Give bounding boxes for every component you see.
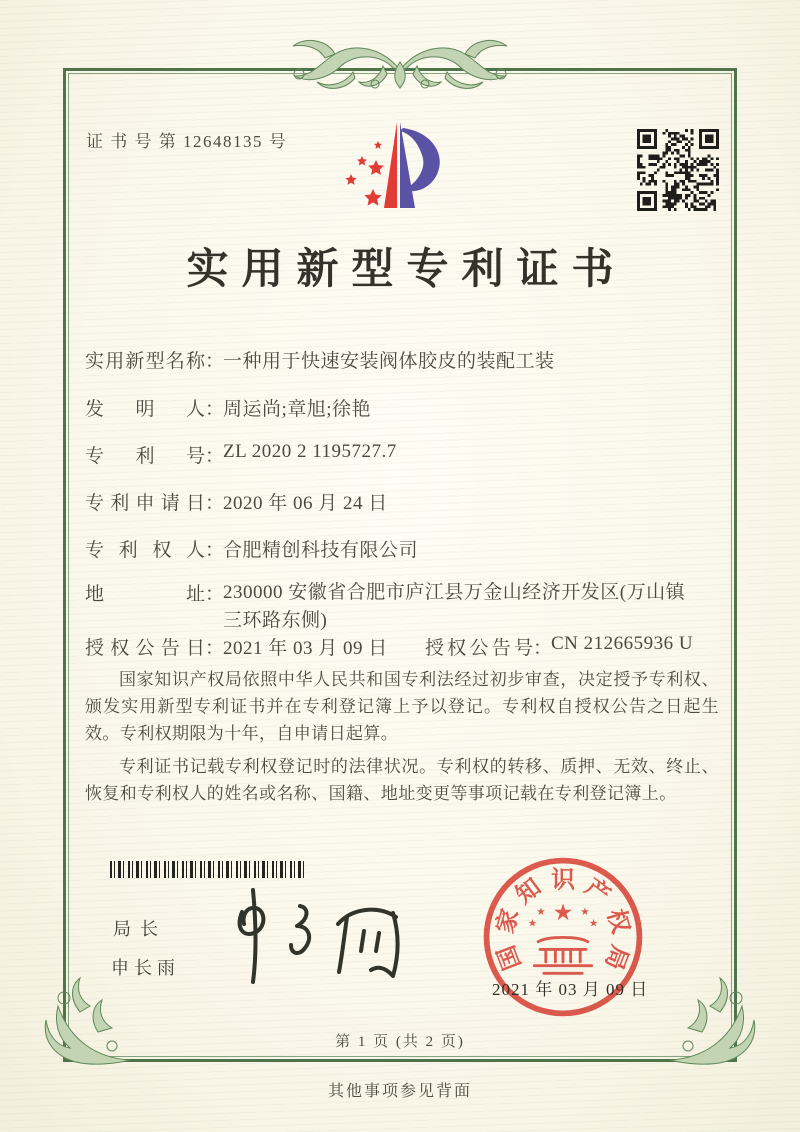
field-label: 专利号 — [85, 446, 205, 467]
bottom-right-flourish-ornament-icon — [664, 976, 760, 1072]
utility-model-name-value: 一种用于快速安装阀体胶皮的装配工装 — [223, 351, 555, 372]
patent-number-value: ZL 2020 2 1195727.7 — [223, 441, 397, 462]
field-label: 发明人 — [85, 399, 205, 420]
legal-text-block — [85, 666, 719, 813]
certificate-title: 实用新型专利证书 — [186, 247, 627, 293]
field-row-patentee: 专利权人：合肥精创科技有限公司 — [85, 535, 418, 562]
field-label: 专利申请日 — [85, 493, 205, 514]
seal-char: 产 — [579, 874, 615, 910]
director-signature-icon — [212, 882, 417, 992]
field-row-inventors: 发明人：周运尚;章旭;徐艳 — [85, 394, 371, 421]
seal-char: 知 — [511, 874, 547, 910]
address-value: 230000 安徽省合肥市庐江县万金山经济开发区(万山镇三环路东侧) — [223, 582, 686, 631]
field-label: 实用新型名称 — [85, 351, 205, 372]
seal-national-emblem-icon — [528, 900, 599, 930]
bottom-left-flourish-ornament-icon — [40, 976, 136, 1072]
patentee-value: 合肥精创科技有限公司 — [223, 540, 419, 561]
inventors-value: 周运尚;章旭;徐艳 — [223, 399, 372, 420]
field-label: 地址 — [85, 584, 205, 605]
qr-code — [637, 129, 719, 211]
grant-number-value: CN 212665936 U — [551, 633, 694, 654]
field-row-patent-number: 专利号：ZL 2020 2 1195727.7 — [85, 441, 397, 467]
field-label: 授权公告日 — [85, 638, 205, 659]
page-number: 第 1 页 (共 2 页) — [335, 1034, 465, 1050]
field-row-utility-model-name: 实用新型名称：一种用于快速安装阀体胶皮的装配工装 — [85, 346, 555, 373]
field-label: 专利权人 — [85, 540, 205, 561]
seal-char: 家 — [492, 906, 525, 937]
field-row-address: 地址：230000 安徽省合肥市庐江县万金山经济开发区(万山镇三环路东侧) — [85, 579, 701, 635]
legal-paragraph-1: 国家知识产权局依照中华人民共和国专利法经过初步审查，决定授予专利权、颁发实用新型专利证书并在专利登记簿上予以登记。专利权自授权公告之日起生效。专利权期限为十年，自申请日起算。 — [85, 670, 719, 743]
signer-title: 局长 — [113, 919, 167, 939]
filing-date-value: 2020 年 06 月 24 日 — [223, 493, 388, 514]
field-row-filing-date: 专利申请日：2020 年 06 月 24 日 — [85, 488, 388, 515]
top-flourish-ornament-icon — [283, 26, 517, 98]
seal-char: 国 — [493, 941, 527, 974]
svg-text:★: ★ — [580, 906, 590, 919]
svg-text:★: ★ — [552, 899, 574, 926]
cnipa-logo-icon — [342, 116, 458, 220]
grant-number-pair: 授权公告号：CN 212665936 U — [425, 633, 694, 659]
seal-date: 2021 年 03 月 09 日 — [492, 980, 649, 999]
svg-text:★: ★ — [588, 917, 599, 930]
seal-char: 识 — [551, 867, 575, 894]
seal-char: 局 — [599, 941, 633, 974]
signer-name: 申长雨 — [111, 958, 180, 978]
barcode — [110, 861, 308, 878]
svg-text:★: ★ — [527, 917, 538, 930]
back-side-note: 其他事项参见背面 — [327, 1083, 472, 1100]
certificate-number: 证 书 号 第 12648135 号 — [86, 132, 288, 151]
field-row-grant: 授权公告日：2021 年 03 月 09 日 授权公告号：CN 212665936 U — [85, 633, 694, 659]
grant-date-value: 2021 年 03 月 09 日 — [223, 638, 388, 659]
svg-text:★: ★ — [536, 906, 546, 919]
legal-paragraph-2: 专利证书记载专利权登记时的法律状况。专利权的转移、质押、无效、终止、恢复和专利权人的姓名或名称、国籍、地址变更等事项记载在专利登记簿上。 — [85, 757, 719, 803]
seal-char: 权 — [601, 906, 634, 937]
field-label: 授权公告号 — [425, 638, 533, 659]
